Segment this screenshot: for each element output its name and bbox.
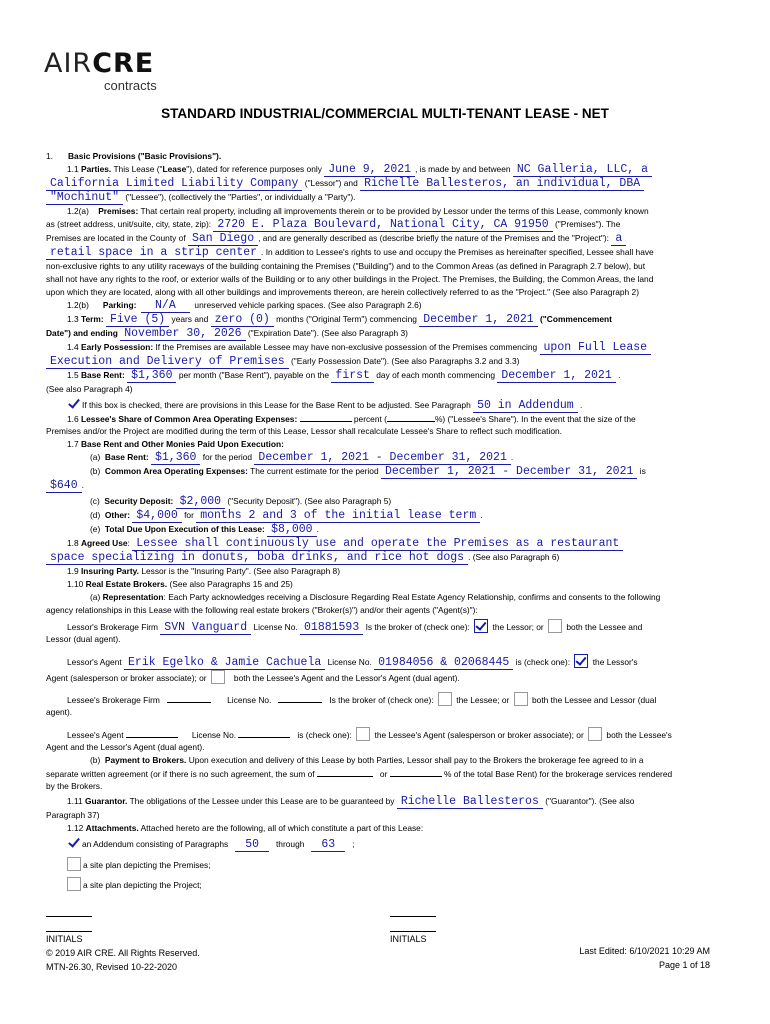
- site-plan-project-checkbox[interactable]: [67, 877, 81, 891]
- paid-cam-amount-field[interactable]: $640: [46, 479, 82, 493]
- base-rent-line-2: (See also Paragraph 4): [46, 384, 133, 394]
- lessee-agent-line: Lessee's Agent License No. is (check one): the Lessee's Agent (salesperson or broker associate); or both the Lessee's: [46, 727, 722, 741]
- addendum-from-field[interactable]: 50: [235, 838, 269, 852]
- paid-base-rent-line: (a) Base Rent: $1,360 for the period December 1, 2021 - December 31, 2021 .: [90, 451, 514, 464]
- share-percent-blank[interactable]: [300, 412, 352, 422]
- lessor-agent-license-field[interactable]: 01984056 & 02068445: [374, 656, 513, 670]
- broker-percent-blank[interactable]: [390, 767, 442, 777]
- attachment-site-project-line: a site plan depicting the Project;: [46, 877, 722, 891]
- paid-base-rent-field[interactable]: $1,360: [151, 451, 200, 465]
- address-field[interactable]: 2720 E. Plaza Boulevard, National City, CA 91950: [213, 218, 552, 232]
- payment-brokers-line-2: separate written agreement (or if there is no such agreement, the sum of or % of the total Base Rent) for the brokerage services rendered: [46, 769, 673, 779]
- paid-other-line: (d) Other: $4,000 for months 2 and 3 of the initial lease term .: [90, 509, 483, 522]
- guarantor-line: 1.11 Guarantor. The obligations of the Lessee under this Lease are to be guaranteed by Richelle Ballesteros ("Guarantor"). (See also: [67, 795, 635, 808]
- term-months-field[interactable]: zero (0): [211, 313, 274, 327]
- lessee-firm-blank[interactable]: [167, 693, 211, 703]
- lessor-agent-line-2: Agent (salesperson or broker associate); or both the Lessee's Agent and the Lessor's Agent (dual agent).: [46, 670, 722, 684]
- lessor-name-field[interactable]: NC Galleria, LLC, a: [513, 163, 652, 177]
- paid-cam-line-2: $640 .: [46, 479, 722, 493]
- lessor-name-cont-field[interactable]: California Limited Liability Company: [46, 177, 302, 191]
- agreed-use-line-2: space specializing in donuts, boba drinks, and rice hot dogs . (See also Paragraph 6): [46, 551, 722, 565]
- early-possession-line: 1.4 Early Possession: If the Premises are available Lessee may have non-exclusive possession of the Premises commencing upon Full Lease: [46, 341, 722, 355]
- logo-sub-text: contracts: [104, 78, 157, 93]
- initials-label-right: INITIALS: [390, 934, 427, 944]
- paid-cam-period-field[interactable]: December 1, 2021 - December 31, 2021: [381, 465, 637, 479]
- payment-brokers-line-3: by the Brokers.: [46, 781, 103, 791]
- logo-cre-text: CRE: [92, 48, 155, 79]
- paid-heading: 1.7 Base Rent and Other Monies Paid Upon Execution:: [67, 439, 284, 449]
- addendum-to-field[interactable]: 63: [311, 838, 345, 852]
- base-rent-field[interactable]: $1,360: [127, 369, 176, 383]
- document-title: STANDARD INDUSTRIAL/COMMERCIAL MULTI-TENANT LEASE - NET: [161, 106, 609, 121]
- parties-line: 1.1 Parties. This Lease ("Lease"), dated for reference purposes only June 9, 2021 , is made by and between NC Galleria, LLC, a: [46, 163, 722, 177]
- premises-line-7: upon which they are located, along with all other buildings and improvements thereon, are herein collectively referred to as the "Project." (See also Paragraph 2): [46, 287, 639, 297]
- logo-air-text: AIR: [44, 48, 93, 79]
- attachment-site-premises-line: a site plan depicting the Premises;: [46, 857, 722, 871]
- premises-line-3: Premises are located in the County of San Diego , and are generally described as (describe briefly the nature of the Premises and the "Project"): a: [46, 232, 722, 246]
- payment-brokers-line: (b) Payment to Brokers. Upon execution and delivery of this Lease by both Parties, Lessor shall pay to the Brokers the brokerage fee agreed to in a: [90, 755, 644, 765]
- attachment-addendum-line: an Addendum consisting of Paragraphs 50 through 63 ;: [46, 837, 722, 851]
- lessor-firm-line-2: Lessor (dual agent).: [46, 634, 121, 644]
- share-number-blank[interactable]: [387, 412, 435, 422]
- agreed-use-line: 1.8 Agreed Use: Lessee shall continuously use and operate the Premises as a restaurant: [46, 537, 722, 551]
- insuring-party-line: 1.9 Insuring Party. Lessor is the "Insuring Party". (See also Paragraph 8): [67, 566, 340, 576]
- lessor-agent-field[interactable]: Erik Egelko & Jamie Cachuela: [124, 656, 325, 670]
- paid-cam-line: (b) Common Area Operating Expenses: The current estimate for the period December 1, 2021 - December 31, 2021 is: [90, 465, 646, 478]
- premises-line-6: shall not have any rights to the roof, or exterior walls of the Building or to any other buildings in the Project. The Premises, the Building, the Common Areas, the land: [46, 274, 654, 284]
- last-edited-text: Last Edited: 6/10/2021 10:29 AM: [579, 946, 710, 956]
- lease-date-field[interactable]: June 9, 2021: [324, 163, 415, 177]
- other-for-field[interactable]: months 2 and 3 of the initial lease term: [196, 509, 480, 523]
- lessee-name-cont-field[interactable]: "Mochinut": [46, 191, 123, 205]
- county-field[interactable]: San Diego: [188, 232, 258, 246]
- lessor-initials-line-2[interactable]: [46, 923, 92, 932]
- lessee-firm-line-2: agent).: [46, 707, 73, 717]
- lessee-firm-lessee-checkbox[interactable]: [438, 692, 452, 706]
- premises-line-1: 1.2(a) Premises: That certain real property, including all improvements therein or to be provided by Lessor under the terms of this Lease, commonly known: [67, 206, 649, 216]
- guarantor-line-2: Paragraph 37): [46, 810, 100, 820]
- initials-label-left: INITIALS: [46, 934, 83, 944]
- lessee-initials-line-1[interactable]: [390, 908, 436, 917]
- other-amount-field[interactable]: $4,000: [132, 509, 181, 523]
- lessee-agent-license-blank[interactable]: [238, 728, 290, 738]
- early-possession-cont-field[interactable]: Execution and Delivery of Premises: [46, 355, 289, 369]
- term-years-field[interactable]: Five (5): [106, 313, 169, 327]
- broker-fee-blank[interactable]: [317, 767, 373, 777]
- attachment-addendum-checkbox[interactable]: [67, 837, 81, 850]
- parking-line: 1.2(b) Parking: N/A unreserved vehicle parking spaces. (See also Paragraph 2.6): [67, 299, 422, 312]
- lessee-name-field[interactable]: Richelle Ballesteros, an individual, DBA: [360, 177, 644, 191]
- early-possession-line-2: Execution and Delivery of Premises ("Early Possession Date"). (See also Paragraphs 3.2 and 3.3): [46, 355, 722, 369]
- parties-line-3: "Mochinut" ("Lessee"), (collectively the "Parties", or individually a "Party").: [46, 191, 722, 205]
- lessor-firm-lessor-checkbox[interactable]: [474, 619, 488, 633]
- form-number: MTN-26.30, Revised 10-22-2020: [46, 962, 178, 972]
- copyright-text: © 2019 AIR CRE. All Rights Reserved.: [46, 948, 200, 958]
- commencement-date-field[interactable]: December 1, 2021: [419, 313, 537, 327]
- lessor-agent-line: Lessor's Agent Erik Egelko & Jamie Cachuela License No. 01984056 & 02068445 is (check one): the Lessor's: [67, 656, 638, 669]
- lessor-firm-dual-checkbox[interactable]: [548, 619, 562, 633]
- lessor-firm-line: Lessor's Brokerage Firm SVN Vanguard License No. 01881593 Is the broker of (check one): the Lessor; or both the Lessee and: [67, 621, 643, 634]
- premises-line-4: retail space in a strip center . In addition to Lessee's rights to use and occupy the Premises as hereinafter specified, Lessee shall have: [46, 246, 722, 260]
- security-deposit-field[interactable]: $2,000: [176, 495, 225, 509]
- agreed-use-field[interactable]: Lessee shall continuously use and operate the Premises as a restaurant: [132, 537, 623, 551]
- expiration-date-field[interactable]: November 30, 2026: [120, 327, 245, 341]
- lessee-firm-license-blank[interactable]: [278, 693, 322, 703]
- addendum-paragraph-field[interactable]: 50 in Addendum: [473, 399, 578, 413]
- rent-adjust-line: If this box is checked, there are provisions in this Lease for the Base Rent to be adjusted. See Paragraph 50 in Addendum .: [46, 398, 722, 412]
- section-1-heading: 1. Basic Provisions ("Basic Provisions").: [46, 151, 222, 161]
- early-possession-field[interactable]: upon Full Lease: [540, 341, 652, 355]
- term-line: 1.3 Term: Five (5) years and zero (0) months ("Original Term") commencing December 1, 2021 ("Commencement: [67, 313, 612, 326]
- rent-day-field[interactable]: first: [331, 369, 374, 383]
- representation-line-2: agency relationships in this Lease with the following real estate brokers ("Broker(s)") and/or their agents ("Agent(s)"):: [46, 605, 478, 615]
- guarantor-field[interactable]: Richelle Ballesteros: [397, 795, 543, 809]
- lessee-firm-dual-checkbox[interactable]: [514, 692, 528, 706]
- parties-line-2: California Limited Liability Company ("Lessor") and Richelle Ballesteros, an individual, DBA: [46, 177, 722, 191]
- air-cre-logo: [44, 50, 194, 96]
- lessor-firm-field[interactable]: SVN Vanguard: [160, 621, 251, 635]
- total-due-field[interactable]: $8,000: [267, 523, 316, 537]
- brokers-line: 1.10 Real Estate Brokers. (See also Paragraphs 15 and 25): [67, 579, 293, 589]
- rent-adjust-checkbox[interactable]: [67, 398, 81, 411]
- site-plan-premises-checkbox[interactable]: [67, 857, 81, 871]
- lease-body: [46, 150, 722, 891]
- parking-field[interactable]: N/A: [141, 299, 190, 313]
- term-line-2: Date") and ending November 30, 2026 ("Expiration Date"). (See also Paragraph 3): [46, 327, 408, 340]
- premises-line-5: non-exclusive rights to any utility raceways of the building containing the Premises ("Building") and to the Common Areas (as defined in Paragraph 2.7 below), but: [46, 261, 646, 271]
- page-number: Page 1 of 18: [658, 960, 710, 970]
- paid-total-line: (e) Total Due Upon Execution of this Lease: $8,000 .: [90, 523, 319, 536]
- premises-desc-field[interactable]: retail space in a strip center: [46, 246, 261, 260]
- premises-line-2: as (street address, unit/suite, city, state, zip): 2720 E. Plaza Boulevard, National City, CA 91950 ("Premises"). The: [46, 218, 621, 231]
- attachments-line: 1.12 Attachments. Attached hereto are the following, all of which constitute a part of this Lease:: [67, 823, 424, 833]
- lessee-agent-blank[interactable]: [126, 728, 178, 738]
- lessee-agent-lessee-checkbox[interactable]: [356, 727, 370, 741]
- lessee-share-line: 1.6 Lessee's Share of Common Area Operating Expenses: percent ( %) ("Lessee's Share"). In the event that the size of the: [67, 414, 636, 424]
- paid-base-period-field[interactable]: December 1, 2021 - December 31, 2021: [254, 451, 510, 465]
- lessee-agent-line-2: Agent and the Lessor's Agent (dual agent).: [46, 742, 205, 752]
- lessee-firm-line: Lessee's Brokerage Firm License No. Is the broker of (check one): the Lessee; or both the Lessee and Lessor (dual: [46, 692, 722, 706]
- lessor-agent-dual-checkbox[interactable]: [211, 670, 225, 684]
- lessee-initials-line-2[interactable]: [390, 923, 436, 932]
- lessee-share-line-2: Premises and/or the Project are modified during the term of this Lease, Lessor shall recalculate Lessee's Share to reflect such modification.: [46, 426, 562, 436]
- representation-line: (a) Representation: Each Party acknowledges receiving a Disclosure Regarding Real Estate Agency Relationship, confirms and consents to the following: [90, 592, 661, 602]
- agreed-use-cont-field[interactable]: space specializing in donuts, boba drinks, and rice hot dogs: [46, 551, 468, 565]
- lessor-firm-license-field[interactable]: 01881593: [300, 621, 363, 635]
- rent-commencing-field[interactable]: December 1, 2021: [497, 369, 615, 383]
- paid-deposit-line: (c) Security Deposit: $2,000 ("Security Deposit"). (See also Paragraph 5): [90, 495, 392, 508]
- lessor-agent-lessor-checkbox[interactable]: [574, 654, 588, 668]
- base-rent-line: 1.5 Base Rent: $1,360 per month ("Base Rent"), payable on the first day of each month commencing December 1, 2021 .: [67, 369, 621, 382]
- premises-desc-a-field[interactable]: a: [611, 232, 626, 246]
- lessee-agent-dual-checkbox[interactable]: [588, 727, 602, 741]
- lessor-initials-line-1[interactable]: [46, 908, 92, 917]
